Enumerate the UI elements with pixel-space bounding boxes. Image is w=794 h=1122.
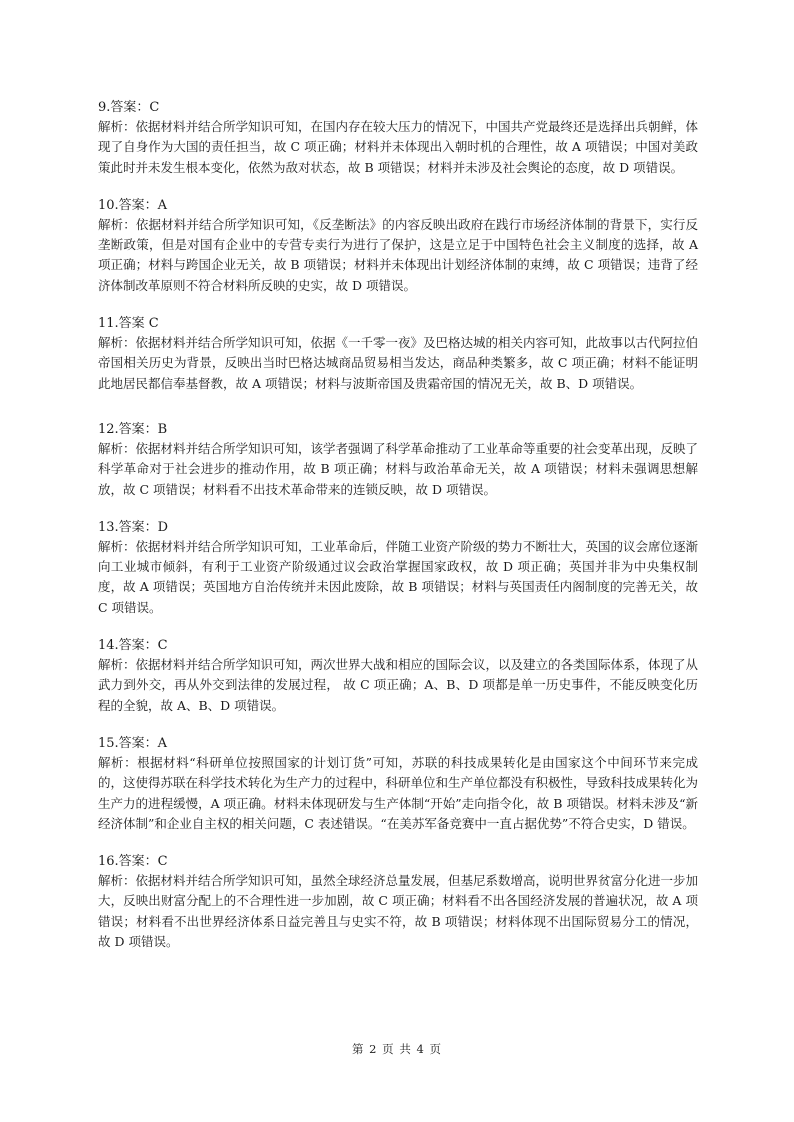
- answer-item-13: [98, 518, 698, 618]
- analysis-text: 解析：依据材料并结合所学知识可知，虽然全球经济总量发展，但基尼系数增高，说明世界贫富分化进一步加大，反映出财富分配上的不合理性进一步加剧，故 C 项正确；材料看不出各国经济发展的普遍状况，故 A 项错误；材料看不出世界经济体系日益完善且与史实不符，故 B 项错误；材料体现不出国际贸易分工的情况，故 D 项错误。: [98, 873, 699, 950]
- answer-item-11: [98, 314, 698, 394]
- analysis-text: 解析：依据材料并结合所学知识可知，两次世界大战和相应的国际会议，以及建立的各类国际体系，体现了从武力到外交，再从外交到法律的发展过程， 故 C 项正确；A、B、D 项都是单一历史事件，不能反映变化历程的全貌，故 A、B、D 项错误。: [98, 657, 699, 713]
- analysis-text: 解析：根据材料“科研单位按照国家的计划订货”可知，苏联的科技成果转化是由国家这个中间环节来完成的，这使得苏联在科学技术转化为生产力的过程中，科研单位和生产单位都没有积极性，导致科技成果转化为生产力的进程缓慢，A 项正确。材料未体现研发与生产体制“开始”走向指令化，故 B 项错误。材料未涉及“新经济体制”和企业自主权的相关问题，C 表述错误。“在美苏军备竞赛中一直占据优势”不符合史实，D 错误。: [98, 754, 699, 831]
- answer-item-14: [98, 636, 698, 716]
- spacer: [98, 394, 698, 420]
- analysis-text: 解析：依据材料并结合所学知识可知，依据《一千零一夜》及巴格达城的相关内容可知，此故事以古代阿拉伯帝国相关历史为背景，反映出当时巴格达城商品贸易相当发达，商品种类繁多，故 C 项正确；材料不能证明此地居民都信奉基督教，故 A 项错误；材料与波斯帝国及贵霜帝国的情况无关，故 B、D 项错误。: [98, 335, 699, 391]
- spacer: [98, 500, 698, 518]
- answer-label: 11.答案 C: [98, 316, 159, 332]
- analysis-text: 解析：依据材料并结合所学知识可知，在国内存在较大压力的情况下，中国共产党最终还是选择出兵朝鲜，体现了自身作为大国的责任担当，故 C 项正确；材料并未体现出入朝时机的合理性，故 A 项错误；中国对美政策此时并未发生根本变化，依然为敌对状态，故 B 项错误；材料并未涉及社会舆论的态度，故 D 项错误。: [98, 119, 699, 175]
- spacer: [98, 178, 698, 196]
- answer-label: 12.答案：B: [98, 421, 168, 437]
- answer-item-12: [98, 420, 698, 500]
- answer-label: 16.答案：C: [98, 854, 168, 870]
- answer-key-content: [98, 98, 698, 952]
- answer-label: 14.答案：C: [98, 638, 168, 654]
- analysis-text: 解析：依据材料并结合所学知识可知，《反垄断法》的内容反映出政府在践行市场经济体制的背景下，实行反垄断政策，但是对国有企业中的专营专卖行为进行了保护，这是立足于中国特色社会主义制度的选择，故 A 项正确；材料与跨国企业无关，故 B 项错误；材料并未体现出计划经济体制的束缚，故 C 项错误；违背了经济体制改革原则不符合材料所反映的史实，故 D 项错误。: [98, 216, 698, 293]
- answer-item-9: [98, 98, 698, 178]
- answer-item-15: [98, 734, 698, 834]
- answer-label: 15.答案：A: [98, 735, 168, 751]
- analysis-text: 解析：依据材料并结合所学知识可知，工业革命后，伴随工业资产阶级的势力不断壮大，英国的议会席位逐渐向工业城市倾斜，有利于工业资产阶级通过议会政治掌握国家政权，故 D 项正确；英国并非为中央集权制度，故 A 项错误；英国地方自治传统并未因此废除，故 B 项错误；材料与英国责任内阁制度的完善无关，故 C 项错误。: [98, 538, 699, 615]
- page-number-footer: 第 2 页 共 4 页: [352, 1042, 442, 1056]
- answer-label: 10.答案：A: [98, 197, 168, 213]
- spacer: [98, 618, 698, 636]
- answer-item-16: [98, 852, 698, 952]
- spacer: [98, 834, 698, 852]
- spacer: [98, 716, 698, 734]
- spacer: [98, 296, 698, 314]
- analysis-text: 解析：依据材料并结合所学知识可知，该学者强调了科学革命推动了工业革命等重要的社会变革出现，反映了科学革命对于社会进步的推动作用，故 B 项正确；材料与政治革命无关，故 A 项错误；材料未强调思想解放，故 C 项错误；材料看不出技术革命带来的连锁反映，故 D 项错误。: [98, 440, 699, 497]
- answer-item-10: [98, 196, 698, 296]
- answer-label: 13.答案：D: [98, 519, 169, 535]
- answer-label: 9.答案：C: [98, 100, 160, 115]
